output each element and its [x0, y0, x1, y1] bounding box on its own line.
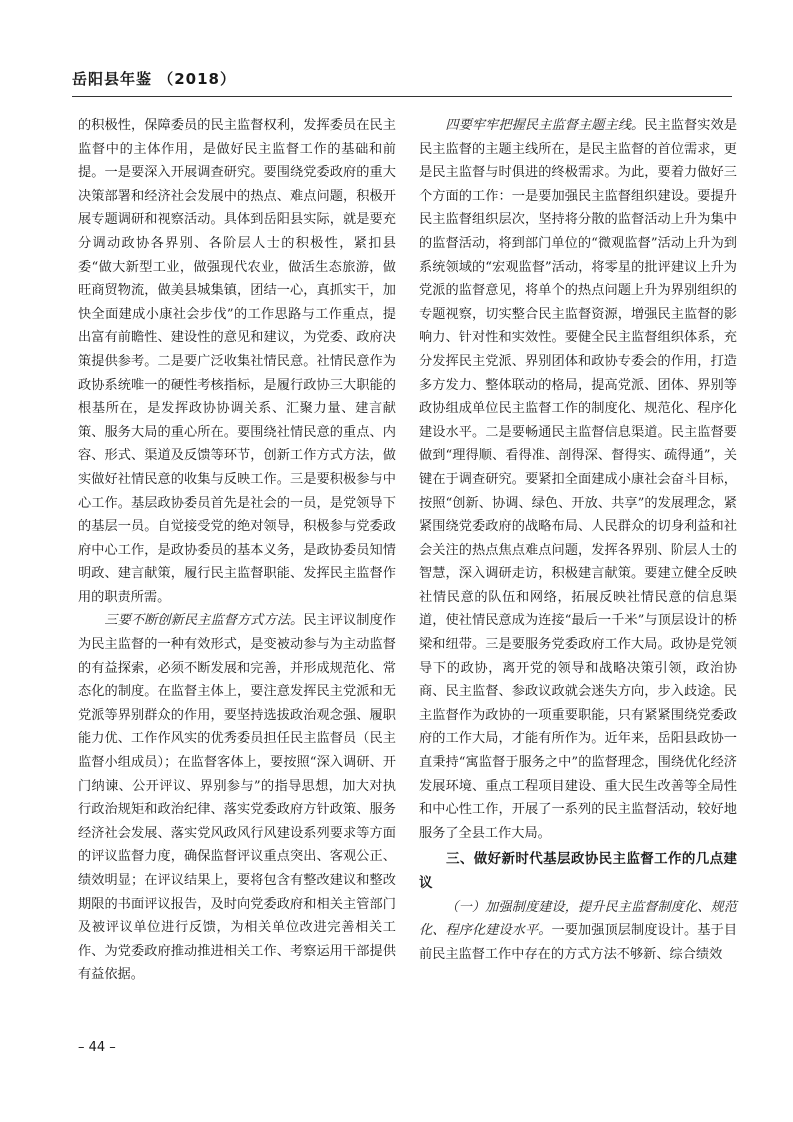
paragraph-body: 一要加强顶层制度设计。基于目前民主监督工作中存在的方式方法不够新、综合绩效 — [419, 923, 738, 962]
page-number: – 44 – — [78, 1040, 116, 1055]
section-heading-3: 三、做好新时代基层政协民主监督工作的几点建议 — [419, 851, 737, 891]
subsection-lead-3: 三要不断创新民主监督方式方法。 — [104, 613, 304, 629]
header-divider — [72, 96, 732, 97]
paragraph-body: 民主评议制度作为民主监督的一种有效形式，是变被动参与为主动监督的有益探索，必须不断发展和完善，并形成规范化、常态化的制度。在监督主体上，要注意发挥民主党派和无党派等界别群众的作用，要坚持选拔政治观念强、履职能力优、工作作风实的优秀委员担任民主监督员（民主监督小组成员）；在监督客体上，要按照“深入调研、开门纳谏、公开评议、界别参与”的指导思想，加大对执行政治规矩和政治纪律、落实党委政府方针政策、服务经济社会发展、落实党风政风行风建设系列要求等方面的评议监督力度，确保监督评议重点突出、客观公正、绩效明显；在评议结果上，要将包含有整改建议和整改期限的书面评议报告，及时向党委政府和相关主管部门及被评议单位进行反馈，为相关单位改进完善相关工作、为党委政府推动推进相关工作、考察运用干部提供有益依据。 — [78, 613, 397, 983]
paragraph-right-1 — [419, 114, 737, 845]
page-header — [72, 68, 732, 89]
left-column — [78, 114, 396, 987]
subsection-lead-4: 四要牢牢把握民主监督主题主线。 — [445, 118, 645, 133]
paragraph-left-2 — [78, 609, 396, 987]
right-column — [419, 114, 737, 966]
paragraph-body: 民主监督实效是民主监督的主题主线所在，是民主监督的首位需求，更是民主监督与时俱进的终极需求。为此，要着力做好三个方面的工作：一是要加强民主监督组织建设。要提升民主监督组织层次，坚持将分散的监督活动上升为集中的监督活动，将到部门单位的“微观监督”活动上升为到系统领域的“宏观监督”活动，将零星的批评建议上升为党派的监督意见，将单个的热点问题上升为界别组织的专题视察，切实整合民主监督资源，增强民主监督的影响力、针对性和实效性。要健全民主监督组织体系，充分发挥民主党派、界别团体和政协专委会的作用，打造多方发力、整体联动的格局，提高党派、团体、界别等政协组成单位民主监督工作的制度化、规范化、程序化建设水平。二是要畅通民主监督信息渠道。民主监督要做到“理得顺、看得准、剖得深、督得实、疏得通”，关键在于调查研究。要紧扣全面建成小康社会奋斗目标，按照“创新、协调、绿色、开放、共享”的发展理念，紧紧围绕党委政府的战略布局、人民群众的切身利益和社会关注的热点焦点难点问题，发挥各界别、阶层人士的智慧，深入调研走访，积极建言献策。要建立健全反映社情民意的队伍和网络，拓展反映社情民意的信息渠道，使社情民意成为连接“最后一千米”与顶层设计的桥梁和纽带。三是要服务党委政府工作大局。政协是党领导下的政协，离开党的领导和战略决策引领，政治协商、民主监督、参政议政就会迷失方向，步入歧途。民主监督作为政协的一项重要职能，只有紧紧围绕党委政府的工作大局，才能有所作为。近年来，岳阳县政协一直秉持“寓监督于服务之中”的监督理念，围绕优化经济发展环境、重点工程项目建设、重大民生改善等全局性和中心性工作，开展了一系列的民主监督活动，较好地服务了全县工作大局。 — [419, 118, 738, 841]
paragraph-right-2 — [419, 896, 737, 967]
subsection-lead-1: （一）加强制度建设，提升民主监督制度化、规范化、程序化建设水平。 — [419, 899, 737, 939]
paragraph-left-1: 的积极性，保障委员的民主监督权利，发挥委员在民主监督中的主体作用，是做好民主监督工作的基础和前提。一是要深入开展调查研究。要围绕党委政府的重大决策部署和经济社会发展中的热点、难点问题，积极开展专题调研和视察活动。具体到岳阳县实际，就是要充分调动政协各界别、各阶层人士的积极性，紧扣县委“做大新型工业，做强现代农业，做活生态旅游，做旺商贸物流，做美县城集镇，团结一心，真抓实干，加快全面建成小康社会步伐”的工作思路与工作重点，提出富有前瞻性、建设性的意见和建议，为党委、政府决策提供参考。二是要广泛收集社情民意。社情民意作为政协系统唯一的硬性考核指标，是履行政协三大职能的根基所在，是发挥政协协调关系、汇聚力量、建言献策、服务大局的重心所在。要围绕社情民意的重点、内容、形式、渠道及反馈等环节，创新工作方式方法，做实做好社情民意的收集与反映工作。三是要积极参与中心工作。基层政协委员首先是社会的一员，是党领导下的基层一员。自觉接受党的绝对领导，积极参与党委政府中心工作，是政协委员的基本义务，是政协委员知情明政、建言献策，履行民主监督职能、发挥民主监督作用的职责所需。 — [78, 118, 396, 605]
yearbook-title: 岳阳县年鉴 （2018） — [72, 70, 236, 88]
